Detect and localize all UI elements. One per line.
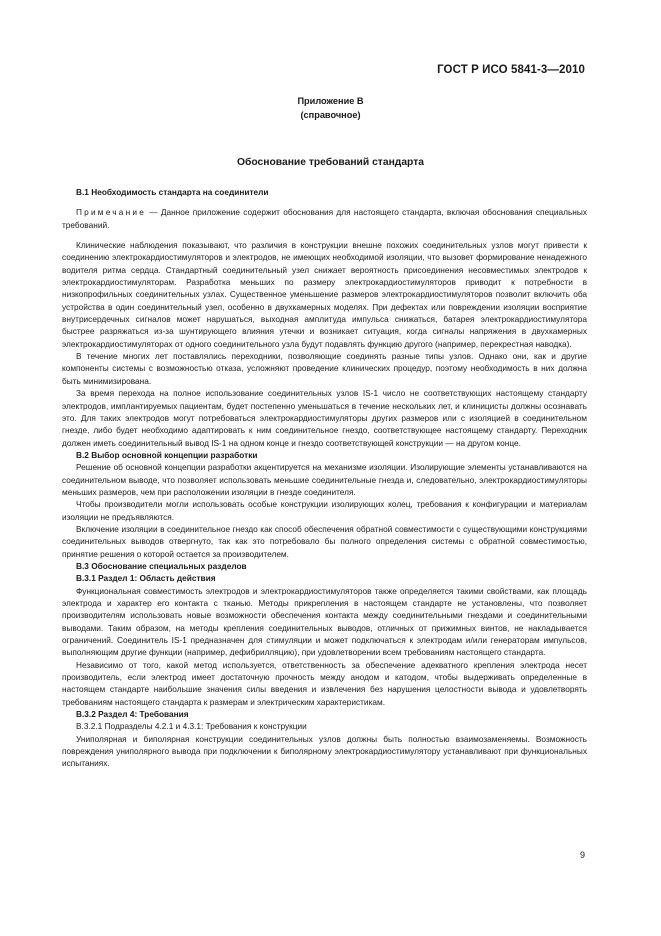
paragraph-6: Включение изоляции в соединительное гнездо как способ обеспечения обратной совместимости с существующими конструкциями соединительных выводов отвергнуто, так как это потребовало бы полного определения системы с обратной совместимостью, принятие решения о которой остается за производителем. [62, 523, 587, 559]
section-b1-heading: В.1 Необходимость стандарта на соединители [76, 187, 269, 197]
paragraph-1: Клинические наблюдения показывают, что различия в конструкции внешне похожих соединительных узлов могут привести к соединению электрокардиостимуляторов и электродов, не имеющих необходимой изоляции, что вызовет формирование ненадежного водителя ритма сердца. Стандартный соединительный узел снижает вероятность присоединения несовместимых электродов к электрокардиостимуляторам. Разработка меньших по размеру электрокардиостимуляторов приводит к потребности в низкопрофильных соединительных узлах. Существенное уменьшение размеров электрокардиостимуляторов позволит включить оба устройства в один соединительный узел, особенно в двухкамерных моделях. При дефектах или повреждении изоляции восприятие внутрисердечных сигналов может нарушаться, выходная амплитуда импульса снижаться, батарея электрокардиостимулятора быстрее разряжаться из-за шунтирующего влияния утечки и возникает ситуация, когда сигналы напряжения в двухкамерных электрокардиостимуляторах от одного соединительного узла будут подавлять функцию другого (например, перекрестная наводка). [62, 240, 587, 349]
section-b3-heading: В.3 Обоснование специальных разделов [76, 560, 247, 571]
note-text: — Данное приложение содержит обоснования для настоящего стандарта, включая обоснования специальных требований. [62, 207, 587, 230]
document-title: Обоснование требований стандарта [237, 157, 424, 168]
note-lead: Примечание [76, 207, 147, 218]
paragraph-2: В течение многих лет поставлялись переходники, позволяющие соединять разные типы узлов. Однако они, как и другие компоненты системы с возможностью отказа, усложняют проведение клинических процедур, поэтому необходимость в них должна быть минимизирована. [62, 351, 587, 386]
section-b31-heading: В.3.1 Раздел 1: Область действия [76, 573, 216, 584]
paragraph-8: Независимо от того, какой метод используется, ответственность за обеспечение адекватного крепления электрода несет производитель, если электрод имеет достаточную прочность между анодом и катодом, чтобы выдерживать определенные в настоящем стандарте наибольшие значения силы введения и извлечения без нарушения целостности вывода и удовлетворять требованиям настоящего стандарта к размерам и электрическим характеристикам. [62, 659, 587, 707]
page-number: 9 [579, 850, 585, 860]
section-b32-heading: В.3.2 Раздел 4: Требования [76, 709, 189, 720]
appendix-title: Приложение В [297, 96, 364, 106]
note-paragraph [62, 206, 587, 231]
paragraph-3: За время перехода на полное использование соединительных узлов IS-1 число не соответствующих настоящему стандарту электродов, имплантируемых пациентам, будет постепенно уменьшаться в течение нескольких лет, и клиницисты должны осознавать это. Для таких электродов могут потребоваться электрокардиостимуляторы других размеров или с изоляцией в соединительном гнезде, либо будет необходимо адаптировать к ним соединительное гнездо, соответствующее настоящему стандарту. Переходник должен иметь соединительный вывод IS-1 на одном конце и гнездо соответствующей конструкции — на другом конце. [62, 388, 587, 448]
appendix-subtitle: (справочное) [300, 110, 361, 120]
section-b321-heading: В.3.2.1 Подразделы 4.2.1 и 4.3.1: Требования к конструкции [76, 721, 307, 732]
paragraph-7: Функциональная совместимость электродов и электрокардиостимуляторов также определяется такими свойствами, как площадь электрода и характер его контакта с тканью. Методы прикрепления в настоящем стандарте не установлены, что позволяет производителям использовать новые возможности обеспечения контакта между соединительными гнездами и соединительными выводами. Таким образом, на методы крепления соединительных выводов, отличных от прижимных винтов, не накладывается ограничений. Соединитель IS-1 предназначен для стимуляции и может подключаться к электродам и/или генераторам импульсов, выполняющим другие функции (например, дефибрилляцию), при удовлетворении всем требованиям настоящего стандарта. [62, 585, 587, 658]
paragraph-4: Решение об основной концепции разработки акцентируется на механизме изоляции. Изолирующие элементы устанавливаются на соединительном выводе, что позволяет использовать меньшие соединительные гнезда и, следовательно, электрокардиостимуляторы меньших размеров, чем при расположении изоляции в гнезде соединителя. [62, 462, 587, 497]
document-body [62, 186, 587, 770]
paragraph-5: Чтобы производители могли использовать особые конструкции изолирующих колец, требования к конфигурации и материалам изоляции не предъявляются. [62, 499, 587, 522]
paragraph-9: Униполярная и биполярная конструкции соединительных узлов должны быть полностью взаимозаменяемы. Возможность повреждения униполярного вывода при подключении к биполярному электрокардиостимулятору устанавливают при функциональных испытаниях. [62, 733, 587, 769]
section-b2-heading: В.2 Выбор основной концепции разработки [76, 449, 258, 460]
standard-designation: ГОСТ Р ИСО 5841-3—2010 [437, 64, 585, 76]
